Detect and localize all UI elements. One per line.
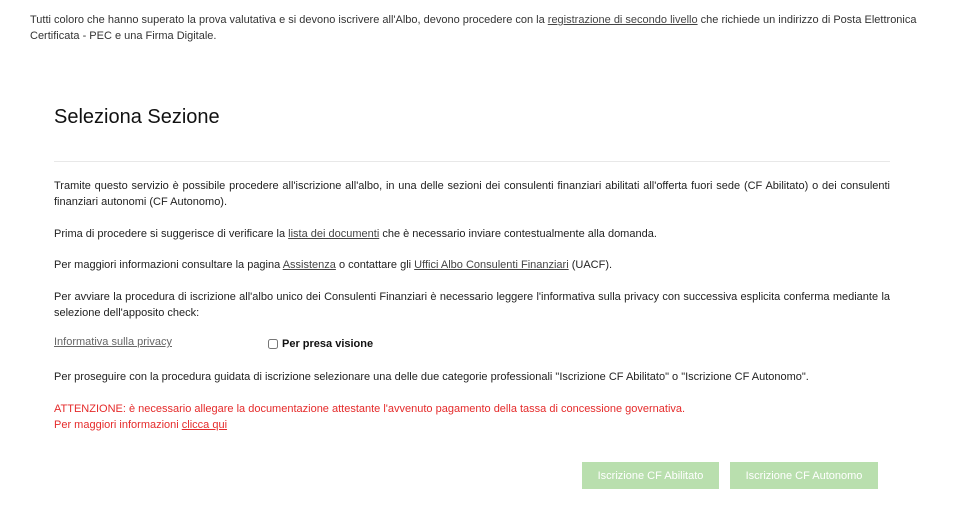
page-title: Seleziona Sezione xyxy=(54,106,220,128)
iscrizione-cf-autonomo-button[interactable]: Iscrizione CF Autonomo xyxy=(730,462,878,489)
intro-text xyxy=(30,12,930,44)
assistance-link[interactable]: Assistenza xyxy=(282,259,336,271)
documents-text-before: Prima di procedere si suggerisce di verificare la xyxy=(54,228,289,240)
service-description: Tramite questo servizio è possibile procedere all'iscrizione all'albo, in una delle sezioni dei consulenti finanziari abilitati all'offerta fuori sede (CF Abilitato) o dei consulenti finanziari autonomi (CF Autonomo). xyxy=(54,180,890,208)
documents-paragraph xyxy=(54,226,890,242)
warning-line2 xyxy=(54,417,890,433)
documents-text-after: che è necessario inviare contestualmente alla domanda. xyxy=(379,228,657,240)
info-text-before: Per maggiori informazioni consultare la pagina xyxy=(54,259,283,271)
warning-line2-text: Per maggiori informazioni xyxy=(54,419,182,431)
warning-line1: ATTENZIONE: è necessario allegare la documentazione attestante l'avvenuto pagamento della tassa di concessione governativa. xyxy=(54,403,686,415)
documents-list-link[interactable]: lista dei documenti xyxy=(288,228,380,240)
proceed-paragraph: Per proseguire con la procedura guidata di iscrizione selezionare una delle due categorie professionali "Iscrizione CF Abilitato" o "Iscrizione CF Autonomo". xyxy=(54,371,809,383)
click-here-link[interactable]: clicca qui xyxy=(181,419,228,431)
warning-text xyxy=(54,401,890,433)
intro-text-before: Tutti coloro che hanno superato la prova valutativa e si devono iscrivere all'Albo, devono procedere con la xyxy=(30,14,548,26)
info-text-after: (UACF). xyxy=(568,259,613,271)
uacf-link[interactable]: Uffici Albo Consulenti Finanziari xyxy=(414,259,569,271)
info-paragraph xyxy=(54,257,890,273)
privacy-policy-link[interactable]: Informativa sulla privacy xyxy=(54,336,172,348)
iscrizione-cf-abilitato-button[interactable]: Iscrizione CF Abilitato xyxy=(582,462,719,489)
info-text-mid: o contattare gli xyxy=(335,259,415,271)
privacy-checkbox-label: Per presa visione xyxy=(282,338,374,350)
second-level-registration-link[interactable]: registrazione di secondo livello xyxy=(547,14,698,26)
privacy-paragraph: Per avviare la procedura di iscrizione all'albo unico dei Consulenti Finanziari è necessario leggere l'informativa sulla privacy con successiva esplicita conferma mediante la selezione dell'apposito check: xyxy=(54,291,890,319)
privacy-checkbox[interactable] xyxy=(268,339,278,349)
intro-text-after: che richiede un indirizzo di Posta Elettronica Certificata - PEC e una Firma Digitale. xyxy=(30,14,917,42)
privacy-acknowledge[interactable] xyxy=(268,338,373,350)
divider xyxy=(54,161,890,162)
